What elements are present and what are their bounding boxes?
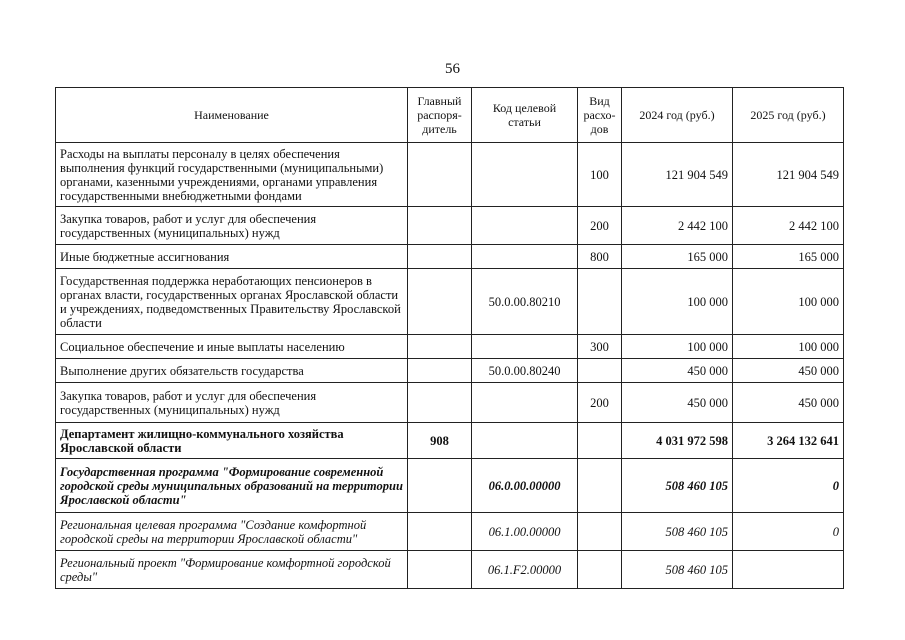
budget-table: [55, 87, 844, 589]
row-name: Региональный проект "Формирование комфортной городской среды": [56, 551, 408, 589]
table-row: [56, 513, 844, 551]
table-row: [56, 335, 844, 359]
row-code: [472, 207, 578, 245]
header-2024: 2024 год (руб.): [622, 88, 733, 143]
row-code: 50.0.00.80240: [472, 359, 578, 383]
page-number: 56: [445, 61, 460, 77]
row-code: 06.1.00.00000: [472, 513, 578, 551]
row-2024: 100 000: [622, 335, 733, 359]
row-code: [472, 423, 578, 459]
row-2025: 2 442 100: [733, 207, 844, 245]
row-2024: 2 442 100: [622, 207, 733, 245]
table-row: [56, 143, 844, 207]
row-2024: 450 000: [622, 383, 733, 423]
row-admin: [408, 245, 472, 269]
row-name: Государственная поддержка неработающих пенсионеров в органах власти, государственных органах Ярославской области и учреждениях, подведомственных Правительству Ярославской области: [56, 269, 408, 335]
row-admin: 908: [408, 423, 472, 459]
row-name: Государственная программа "Формирование современной городской среды муниципальных образований на территории Ярославской области": [56, 459, 408, 513]
table-row: [56, 269, 844, 335]
header-2025: 2025 год (руб.): [733, 88, 844, 143]
row-name: Расходы на выплаты персоналу в целях обеспечения выполнения функций государственными (муниципальными) органами, казенными учреждениями, органами управления государственными внебюджетными фондами: [56, 143, 408, 207]
row-type: 200: [578, 383, 622, 423]
row-name: Закупка товаров, работ и услуг для обеспечения государственных (муниципальных) нужд: [56, 207, 408, 245]
row-2025: 165 000: [733, 245, 844, 269]
row-name: Департамент жилищно-коммунального хозяйства Ярославской области: [56, 423, 408, 459]
row-2025: 100 000: [733, 335, 844, 359]
row-admin: [408, 513, 472, 551]
row-2025: 0: [733, 459, 844, 513]
row-2025: 3 264 132 641: [733, 423, 844, 459]
row-2025: 0: [733, 513, 844, 551]
row-name: Закупка товаров, работ и услуг для обеспечения государственных (муниципальных) нужд: [56, 383, 408, 423]
row-2024: 4 031 972 598: [622, 423, 733, 459]
row-admin: [408, 335, 472, 359]
row-admin: [408, 551, 472, 589]
row-admin: [408, 359, 472, 383]
row-type: 300: [578, 335, 622, 359]
table-row: [56, 423, 844, 459]
header-admin: Главный распоря-дитель: [408, 88, 472, 143]
row-code: [472, 143, 578, 207]
row-2025: 100 000: [733, 269, 844, 335]
row-type: [578, 423, 622, 459]
row-2024: 165 000: [622, 245, 733, 269]
row-code: 06.0.00.00000: [472, 459, 578, 513]
row-admin: [408, 383, 472, 423]
row-type: 800: [578, 245, 622, 269]
row-name: Выполнение других обязательств государства: [56, 359, 408, 383]
header-name: Наименование: [56, 88, 408, 143]
row-type: [578, 551, 622, 589]
row-2024: 508 460 105: [622, 551, 733, 589]
table-row: [56, 551, 844, 589]
row-type: 100: [578, 143, 622, 207]
row-code: 50.0.00.80210: [472, 269, 578, 335]
table-row: [56, 383, 844, 423]
row-2024: 100 000: [622, 269, 733, 335]
row-code: 06.1.F2.00000: [472, 551, 578, 589]
row-2024: 450 000: [622, 359, 733, 383]
row-code: [472, 245, 578, 269]
row-name: Иные бюджетные ассигнования: [56, 245, 408, 269]
table-header-row: [56, 88, 844, 143]
row-name: Региональная целевая программа "Создание комфортной городской среды на территории Ярославской области": [56, 513, 408, 551]
row-type: [578, 513, 622, 551]
row-code: [472, 383, 578, 423]
row-2024: 508 460 105: [622, 513, 733, 551]
row-type: [578, 459, 622, 513]
row-2024: 121 904 549: [622, 143, 733, 207]
row-2025: 121 904 549: [733, 143, 844, 207]
row-code: [472, 335, 578, 359]
row-type: [578, 269, 622, 335]
header-type: Вид расхо-дов: [578, 88, 622, 143]
row-admin: [408, 143, 472, 207]
row-2024: 508 460 105: [622, 459, 733, 513]
row-admin: [408, 269, 472, 335]
row-type: 200: [578, 207, 622, 245]
row-name: Социальное обеспечение и иные выплаты населению: [56, 335, 408, 359]
row-admin: [408, 207, 472, 245]
table-row: [56, 459, 844, 513]
row-2025: 450 000: [733, 359, 844, 383]
row-admin: [408, 459, 472, 513]
row-2025: 450 000: [733, 383, 844, 423]
table-row: [56, 245, 844, 269]
row-2025: [733, 551, 844, 589]
table-row: [56, 359, 844, 383]
row-type: [578, 359, 622, 383]
table-row: [56, 207, 844, 245]
header-code: Код целевой статьи: [472, 88, 578, 143]
